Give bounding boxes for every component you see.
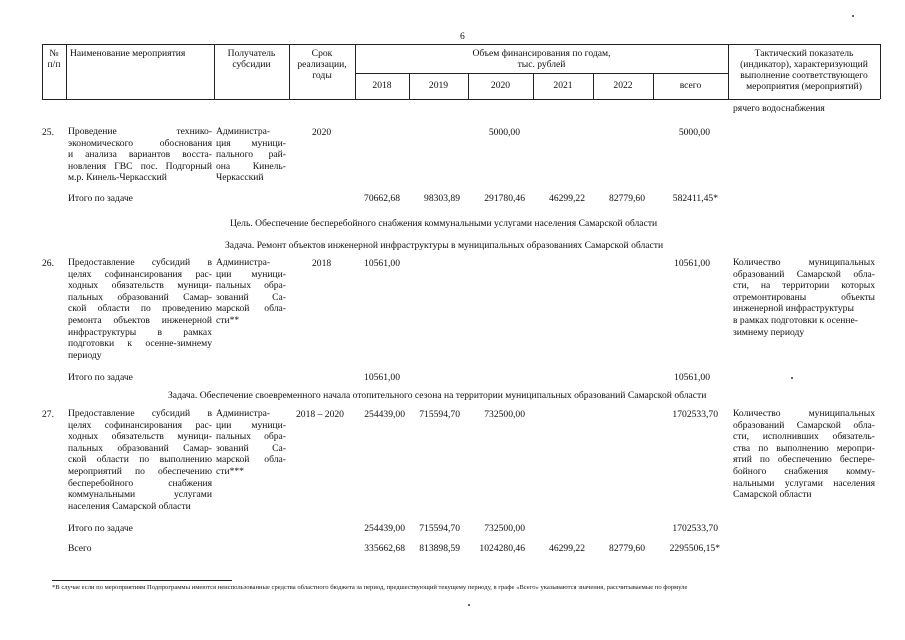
- grand-total-label: Всего: [68, 543, 92, 554]
- total-task3-2018: 254439,00: [364, 523, 405, 534]
- footnote: *В случае если по мероприятиям Подпрограммы имеются неиспользованные средства областного бюджета за период, предшествующий текущему периоду, в графе «Всего» указываются значения, рассчитываемые по формуле: [52, 584, 688, 591]
- header-year-2018: 2018: [372, 80, 392, 91]
- header-year-2020: 2020: [490, 80, 511, 91]
- header-top-border: [42, 44, 880, 45]
- row27-2019: 715594,70: [419, 409, 460, 420]
- total-task1-total: 582411,45*: [672, 193, 718, 204]
- total-task2-2018: 10561,00: [364, 372, 400, 383]
- total-task2-label: Итого по задаче: [68, 372, 133, 383]
- row25-total: 5000,00: [678, 127, 710, 138]
- row25-recipient: Администра- ция муници- пального рай- она Кинель- Черкасский: [216, 126, 286, 184]
- row27-2018: 254439,00: [364, 409, 405, 420]
- total-task1-2021: 46299,22: [549, 193, 585, 204]
- total-task1-2018: 70662,68: [364, 193, 400, 204]
- row25-num: 25.: [42, 127, 54, 138]
- total-task3-2019: 715594,70: [419, 523, 460, 534]
- header-year-2022: 2022: [613, 80, 633, 91]
- header-term: Срок реализации, годы: [297, 48, 347, 81]
- header-funding: Объем финансирования по годам, тыс. рублей: [472, 48, 611, 70]
- header-year-2021: 2021: [553, 80, 573, 91]
- row27-name: Предоставление субсидий в целях софинансирования рас- ходных обязательств муници- пальных образований Самар- ской области по выполнению мероприятий по обеспечению бесперебойного снабжения коммунальными услугами населения Самарской области: [68, 408, 212, 512]
- page-number: 6: [460, 31, 465, 42]
- row27-recipient: Администра- ции муници- пальных обра- зований Са- марской обла- сти***: [216, 408, 286, 477]
- carry-over-text: рячего водоснабжения: [733, 103, 825, 114]
- grand-total-2022: 82779,60: [609, 543, 645, 554]
- goal-heading: Цель. Обеспечение бесперебойного снабжения коммунальными услугами населения Самарской области: [230, 218, 658, 229]
- grand-total-2021: 46299,22: [549, 543, 585, 554]
- total-task1-2022: 82779,60: [609, 193, 645, 204]
- footnote-separator: [52, 580, 232, 581]
- grand-total-2019: 813898,59: [419, 543, 460, 554]
- row25-term: 2020: [312, 127, 332, 138]
- stray-mark: [791, 377, 793, 379]
- row26-recipient: Администра- ции муници- пальных обра- зований Са- марской обла- сти**: [216, 257, 286, 326]
- header-num: № п/п: [47, 48, 61, 70]
- header-indicator: Тактический показатель (индикатор), характеризующий выполнение соответствующего мероприятия (мероприятий): [740, 48, 868, 92]
- row26-indicator: Количество муниципальных образований Самарской обла- сти, на территории которых отремонтированы объекты инженерной инфраструктуры в рамках подготовки к осенне- зимнему периоду: [733, 257, 875, 338]
- total-task1-2020: 291780,46: [484, 193, 525, 204]
- header-year-2019: 2019: [428, 80, 449, 91]
- total-task3-label: Итого по задаче: [68, 523, 133, 534]
- row25-name: Проведение технико- экономического обоснования и анализа вариантов восста- новления ГВС пос. Подгорный м.р. Кинель-Черкасский: [68, 126, 212, 184]
- header-year-separator: [355, 73, 728, 74]
- total-task1-label: Итого по задаче: [68, 193, 133, 204]
- row27-num: 27.: [42, 409, 54, 420]
- row26-2018: 10561,00: [364, 258, 400, 269]
- row27-term: 2018 – 2020: [296, 409, 344, 420]
- row26-name: Предоставление субсидий в целях софинансирования рас- ходных обязательств муници- пальных образований Самар- ской области по проведению ремонта объектов инженерной инфраструктуры в рамках подготовки к осенне-зимнему периоду: [68, 257, 212, 361]
- total-task2-total: 10561,00: [674, 372, 710, 383]
- total-task1-2019: 98303,89: [424, 193, 460, 204]
- row26-num: 26.: [42, 258, 54, 269]
- total-task3-2020: 732500,00: [484, 523, 525, 534]
- grand-total-2020: 1024280,46: [479, 543, 525, 554]
- grand-total-2018: 335662,68: [364, 543, 405, 554]
- task2-heading: Задача. Ремонт объектов инженерной инфраструктуры в муниципальных образованиях Самарской области: [225, 240, 664, 251]
- scan-mark: [468, 604, 470, 606]
- header-recipient: Получатель субсидии: [227, 48, 276, 70]
- header-year-total: всего: [679, 80, 702, 91]
- row27-total: 1702533,70: [672, 409, 718, 420]
- row25-2020: 5000,00: [488, 127, 520, 138]
- row27-indicator: Количество муниципальных образований Самарской обла- сти, исполнивших обязатель- ства по выполнению меропри- ятий по обеспечению беспере- бойного снабжения комму- нальными услугами населения Самарской области: [733, 408, 875, 501]
- grand-total-total: 2295506,15*: [669, 543, 720, 554]
- total-task3-total: 1702533,70: [672, 523, 718, 534]
- header-bottom-border: [42, 99, 880, 100]
- task3-heading: Задача. Обеспечение своевременного начала отопительного сезона на территории муниципальных образований Самарской области: [168, 390, 707, 401]
- scan-mark: [852, 15, 854, 17]
- row26-term: 2018: [312, 258, 332, 269]
- row27-2020: 732500,00: [484, 409, 525, 420]
- row26-total: 10561,00: [674, 258, 710, 269]
- header-name: Наименование мероприятия: [70, 48, 186, 59]
